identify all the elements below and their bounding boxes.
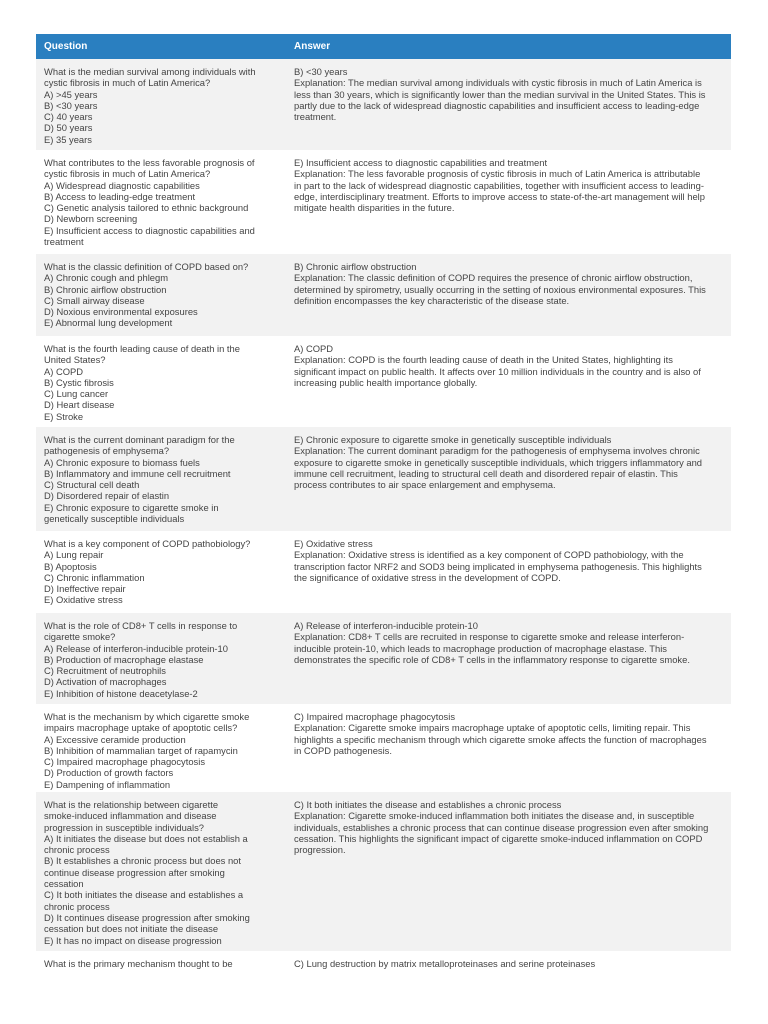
question-line: B) Inflammatory and immune cell recruitment bbox=[44, 467, 231, 479]
question-line: A) COPD bbox=[44, 365, 84, 377]
question-line: C) Lung cancer bbox=[44, 388, 109, 400]
question-line: D) Production of growth factors bbox=[44, 767, 174, 779]
table-header bbox=[36, 34, 731, 59]
correct-answer: C) Lung destruction by matrix metalloproteinases and serine proteinases bbox=[294, 958, 596, 969]
answer-explanation: Explanation: Cigarette smoke impairs macrophage uptake of apoptotic cells, limiting repair. This highlights a specific mechanism through which cigarette smoke affects the function of macrophages in COPD pathogenesis. bbox=[294, 722, 707, 756]
question-line: B) Chronic airflow obstruction bbox=[44, 283, 167, 295]
question-line: B) Cystic fibrosis bbox=[44, 376, 114, 388]
question-line: A) Lung repair bbox=[44, 549, 104, 561]
question-line: chronic process bbox=[44, 900, 110, 912]
question-text: What is the mechanism by which cigarette smoke bbox=[44, 711, 250, 722]
question-cell bbox=[36, 538, 286, 613]
question-line: B) Apoptosis bbox=[44, 560, 97, 572]
question-text: What is the role of CD8+ T cells in response to bbox=[44, 620, 238, 631]
question-cell bbox=[36, 434, 286, 531]
question-line: C) Structural cell death bbox=[44, 479, 140, 491]
correct-answer: E) Insufficient access to diagnostic capabilities and treatment bbox=[294, 157, 548, 168]
question-line: C) Small airway disease bbox=[44, 294, 145, 306]
question-line: continue disease progression after smoking bbox=[44, 866, 225, 878]
question-line: B) <30 years bbox=[44, 99, 98, 111]
answer-cell bbox=[286, 799, 731, 951]
question-text: What is a key component of COPD pathobiology? bbox=[44, 538, 251, 549]
question-cell bbox=[36, 799, 286, 951]
question-line: cessation bbox=[44, 878, 84, 890]
question-line: B) Access to leading-edge treatment bbox=[44, 190, 196, 202]
question-line: D) It continues disease progression after smoking bbox=[44, 911, 250, 923]
question-line: A) Chronic cough and phlegm bbox=[44, 272, 169, 284]
question-line: C) Genetic analysis tailored to ethnic background bbox=[44, 202, 249, 214]
question-line: E) Chronic exposure to cigarette smoke in bbox=[44, 501, 219, 513]
question-line: cessation but does not initiate the disease bbox=[44, 923, 219, 935]
table-row bbox=[36, 613, 731, 704]
table-row bbox=[36, 427, 731, 531]
correct-answer: B) <30 years bbox=[294, 66, 348, 77]
table-row bbox=[36, 59, 731, 150]
answer-cell bbox=[286, 157, 731, 254]
answer-explanation: Explanation: The median survival among individuals with cystic fibrosis in much of Latin America is less than 30 years, which is significantly lower than the median survival in the United States. This is partly due to the lack of widespread diagnostic capabilities and insufficient access to leading-edge treatment. bbox=[294, 77, 706, 123]
answer-cell bbox=[286, 620, 731, 704]
correct-answer: E) Chronic exposure to cigarette smoke in genetically susceptible individuals bbox=[294, 434, 612, 445]
answer-cell bbox=[286, 434, 731, 531]
question-line: genetically susceptible individuals bbox=[44, 513, 185, 525]
question-text: What is the fourth leading cause of death in the bbox=[44, 343, 240, 354]
question-line: D) Noxious environmental exposures bbox=[44, 306, 198, 318]
correct-answer: A) Release of interferon-inducible protein-10 bbox=[294, 620, 478, 631]
question-line: E) Insufficient access to diagnostic capabilities and bbox=[44, 224, 255, 236]
question-line: A) Release of interferon-inducible protein-10 bbox=[44, 642, 228, 654]
question-line: pathogenesis of emphysema? bbox=[44, 445, 170, 457]
answer-explanation: Explanation: Oxidative stress is identified as a key component of COPD pathobiology, with the transcription factor NRF2 and SOD3 being implicated in emphysema pathogenesis. This highlights the significance of oxidative stress in the development of COPD. bbox=[294, 549, 702, 583]
question-line: A) It initiates the disease but does not establish a bbox=[44, 832, 248, 844]
table-row bbox=[36, 336, 731, 427]
question-text: What is the current dominant paradigm for the bbox=[44, 434, 235, 445]
question-cell bbox=[36, 711, 286, 792]
question-text: What is the relationship between cigarette bbox=[44, 799, 219, 810]
question-text: What is the classic definition of COPD based on? bbox=[44, 261, 249, 272]
question-line: E) Abnormal lung development bbox=[44, 317, 173, 329]
answer-explanation: Explanation: Cigarette smoke-induced inflammation both initiates the disease and, in susceptible individuals, establishes a chronic process that can continue disease progression even after smoking cessation. This highlights the significant impact of cigarette smoke-induced inflammation on COPD progression. bbox=[294, 810, 709, 856]
question-text: What contributes to the less favorable prognosis of bbox=[44, 157, 255, 168]
table-row bbox=[36, 254, 731, 336]
question-line: C) 40 years bbox=[44, 111, 93, 123]
answer-cell bbox=[286, 711, 731, 792]
question-line: C) Chronic inflammation bbox=[44, 571, 145, 583]
question-cell bbox=[36, 620, 286, 704]
question-line: E) Inhibition of histone deacetylase-2 bbox=[44, 687, 198, 699]
question-line: A) Chronic exposure to biomass fuels bbox=[44, 456, 200, 468]
question-cell bbox=[36, 958, 286, 1021]
question-line: C) Recruitment of neutrophils bbox=[44, 665, 166, 677]
question-line: D) Newborn screening bbox=[44, 213, 138, 225]
question-line: C) It both initiates the disease and establishes a bbox=[44, 889, 244, 901]
question-line: United States? bbox=[44, 354, 106, 366]
correct-answer: C) Impaired macrophage phagocytosis bbox=[294, 711, 456, 722]
table-row bbox=[36, 150, 731, 254]
answer-cell bbox=[286, 66, 731, 150]
question-line: cystic fibrosis in much of Latin America? bbox=[44, 168, 211, 180]
question-line: chronic process bbox=[44, 844, 110, 856]
question-line: E) Stroke bbox=[44, 410, 84, 422]
question-cell bbox=[36, 157, 286, 254]
question-line: B) Production of macrophage elastase bbox=[44, 653, 204, 665]
answer-cell bbox=[286, 261, 731, 336]
question-line: D) 50 years bbox=[44, 122, 93, 134]
question-line: E) 35 years bbox=[44, 133, 92, 145]
question-line: cigarette smoke? bbox=[44, 631, 116, 643]
question-line: D) Ineffective repair bbox=[44, 583, 126, 595]
answer-explanation: Explanation: The current dominant paradigm for the pathogenesis of emphysema involves chronic exposure to cigarette smoke in genetically susceptible individuals, which triggers inflammatory and immune cell recruitment, leading to structural cell death and disordered repair of elastin. This process contributes to air space enlargement and emphysema. bbox=[294, 445, 703, 491]
question-cell bbox=[36, 343, 286, 427]
question-line: D) Activation of macrophages bbox=[44, 676, 167, 688]
question-line: D) Heart disease bbox=[44, 399, 115, 411]
question-line: C) Impaired macrophage phagocytosis bbox=[44, 756, 206, 768]
answer-cell bbox=[286, 343, 731, 427]
table-row bbox=[36, 704, 731, 792]
question-text: What is the primary mechanism thought to be bbox=[44, 958, 233, 969]
correct-answer: A) COPD bbox=[294, 343, 334, 354]
answer-explanation: Explanation: The classic definition of COPD requires the presence of chronic airflow obstruction, determined by spirometry, usually occurring in the setting of noxious environmental exposures. This definition encompasses the key characteristic of the disease state. bbox=[294, 272, 706, 306]
table-body bbox=[36, 59, 731, 1021]
answer-cell bbox=[286, 538, 731, 613]
question-line: A) >45 years bbox=[44, 88, 98, 100]
correct-answer: E) Oxidative stress bbox=[294, 538, 373, 549]
question-line: E) It has no impact on disease progression bbox=[44, 934, 222, 946]
question-line: A) Excessive ceramide production bbox=[44, 733, 186, 745]
question-column-header: Question bbox=[44, 41, 88, 52]
question-cell bbox=[36, 261, 286, 336]
question-line: E) Oxidative stress bbox=[44, 594, 123, 606]
table-row bbox=[36, 792, 731, 951]
correct-answer: C) It both initiates the disease and establishes a chronic process bbox=[294, 799, 562, 810]
correct-answer: B) Chronic airflow obstruction bbox=[294, 261, 417, 272]
question-line: progression in susceptible individuals? bbox=[44, 821, 204, 833]
answer-explanation: Explanation: The less favorable prognosis of cystic fibrosis in much of Latin America is attributable in part to the lack of widespread diagnostic capabilities, together with insufficient access to leading-edge, interdisciplinary treatment. Efforts to improve access to state-of-the-art management will help mitigate health disparities in the future. bbox=[294, 168, 705, 214]
question-cell bbox=[36, 66, 286, 150]
question-line: A) Widespread diagnostic capabilities bbox=[44, 179, 200, 191]
question-line: cystic fibrosis in much of Latin America? bbox=[44, 77, 211, 89]
question-line: smoke-induced inflammation and disease bbox=[44, 810, 217, 822]
question-line: E) Dampening of inflammation bbox=[44, 778, 171, 790]
qa-table bbox=[36, 34, 731, 1021]
table-row bbox=[36, 531, 731, 613]
question-line: B) Inhibition of mammalian target of rapamycin bbox=[44, 744, 238, 756]
answer-column-header: Answer bbox=[294, 41, 331, 52]
answer-cell bbox=[286, 958, 731, 1021]
question-line: impairs macrophage uptake of apoptotic cells? bbox=[44, 722, 238, 734]
question-text: What is the median survival among individuals with bbox=[44, 66, 256, 77]
answer-explanation: Explanation: COPD is the fourth leading cause of death in the United States, highlighting its significant impact on public health. It affects over 10 million individuals in the country and is also of increasing public health importance globally. bbox=[294, 354, 701, 388]
question-line: D) Disordered repair of elastin bbox=[44, 490, 170, 502]
answer-explanation: Explanation: CD8+ T cells are recruited in response to cigarette smoke and release interferon-inducible protein-10, which leads to macrophage production of macrophage elastase. This demonstrates the specific role of CD8+ T cells in the inflammatory response to cigarette smoke. bbox=[294, 631, 690, 665]
table-row bbox=[36, 951, 731, 1021]
question-line: treatment bbox=[44, 236, 84, 248]
question-line: B) It establishes a chronic process but does not bbox=[44, 855, 241, 867]
